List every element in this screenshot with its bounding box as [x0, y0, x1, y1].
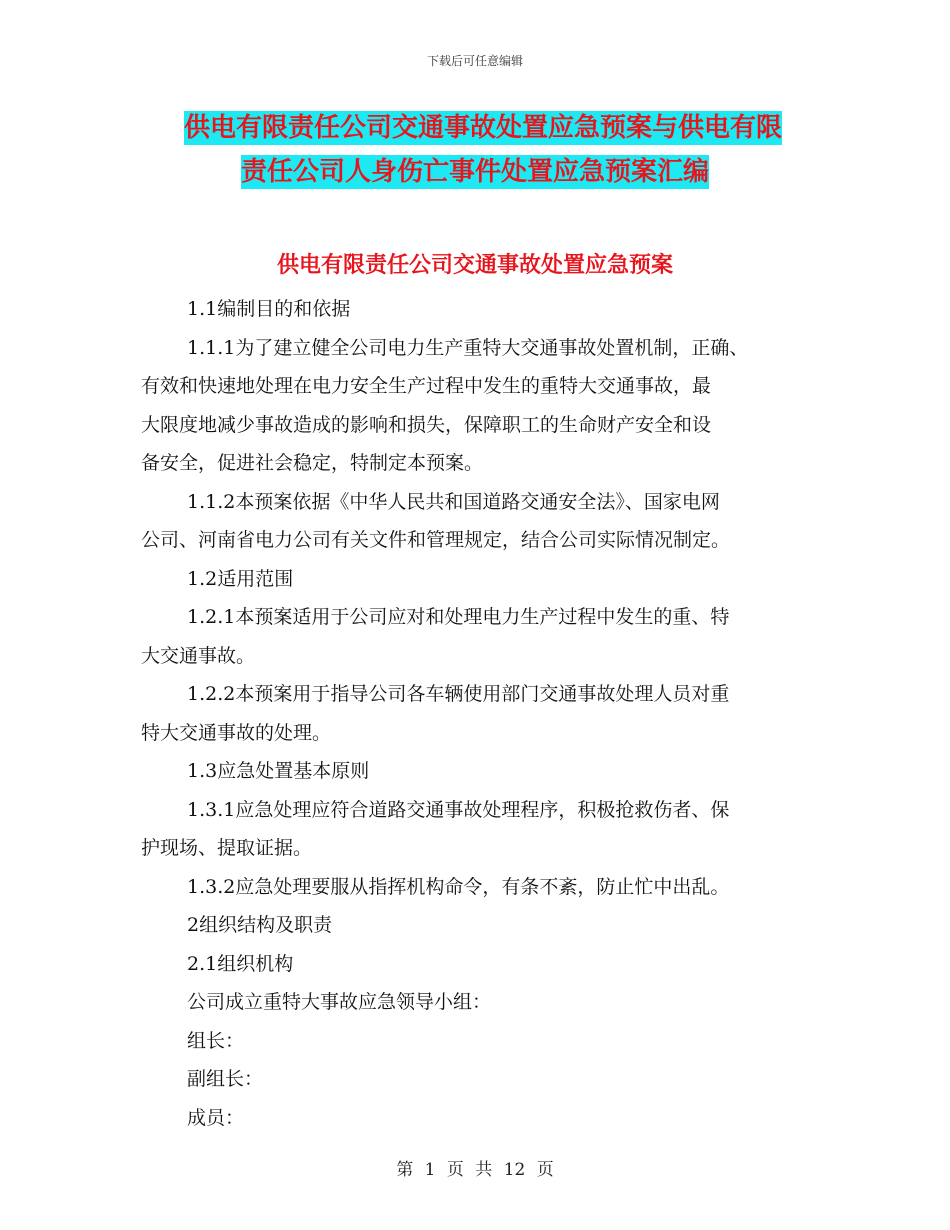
paragraph-line: 特大交通事故的处理。 [141, 721, 332, 744]
paragraph-line: 2.1组织机构 [187, 952, 294, 975]
paragraph [141, 329, 831, 483]
paragraph [141, 560, 831, 599]
title-line-2-text: 责任公司人身伤亡事件处置应急预案汇编 [240, 157, 709, 187]
title-line-1-text: 供电有限责任公司交通事故处置应急预案与供电有限 [183, 113, 782, 143]
paragraph-line: 组长： [187, 1029, 245, 1052]
paragraph-line: 备安全，促进社会稳定，特制定本预案。 [141, 452, 484, 474]
paragraph-line: 有效和快速地处理在电力安全生产过程中发生的重特大交通事故，最 [141, 375, 712, 397]
section-title: 供电有限责任公司交通事故处置应急预案 [276, 253, 673, 278]
paragraph [141, 752, 831, 791]
paragraph-line: 成员： [187, 1106, 245, 1129]
paragraph [141, 483, 831, 560]
paragraph [141, 598, 831, 675]
paragraph-line: 1.1.2本预案依据《中华人民共和国道路交通安全法》、国家电网 [187, 490, 720, 513]
document-title-line-2 [0, 156, 950, 188]
document-body [141, 290, 831, 1137]
paragraph-line: 1.2.2本预案用于指导公司各车辆使用部门交通事故处理人员对重 [187, 683, 730, 705]
paragraph-line: 1.3.1应急处理应符合道路交通事故处理程序，积极抢救伤者、保 [187, 798, 730, 821]
paragraph-line: 1.1编制目的和依据 [187, 298, 351, 320]
document-title-line-1 [0, 112, 950, 144]
paragraph-line: 大交通事故。 [141, 644, 256, 667]
paragraph [141, 906, 831, 945]
paragraph-line: 1.3应急处置基本原则 [187, 760, 370, 782]
paragraph-line: 公司、河南省电力公司有关文件和管理规定，结合公司实际情况制定。 [141, 529, 731, 551]
paragraph [141, 290, 831, 329]
paragraph [141, 675, 831, 752]
paragraph-line: 1.2适用范围 [187, 567, 294, 590]
paragraph [141, 791, 831, 868]
header-note: 下载后可任意编辑 [426, 54, 523, 68]
paragraph [141, 1060, 831, 1099]
paragraph-line: 公司成立重特大事故应急领导小组： [187, 991, 492, 1013]
page-footer: 第 1 页 共 12 页 [396, 1160, 554, 1180]
paragraph-line: 副组长： [187, 1068, 264, 1090]
paragraph-line: 大限度地减少事故造成的影响和损失，保障职工的生命财产安全和设 [141, 413, 712, 436]
paragraph [141, 1099, 831, 1138]
paragraph [141, 945, 831, 984]
paragraph-line: 1.2.1本预案适用于公司应对和处理电力生产过程中发生的重、特 [187, 606, 730, 628]
paragraph-line: 1.3.2应急处理要服从指挥机构命令，有条不紊，防止忙中出乱。 [187, 875, 730, 898]
paragraph-line: 2组织结构及职责 [187, 914, 333, 936]
paragraph [141, 983, 831, 1022]
paragraph [141, 1022, 831, 1061]
paragraph-line: 1.1.1为了建立健全公司电力生产重特大交通事故处置机制，正确、 [187, 336, 749, 359]
paragraph-line: 护现场、提取证据。 [141, 837, 313, 859]
paragraph [141, 868, 831, 907]
